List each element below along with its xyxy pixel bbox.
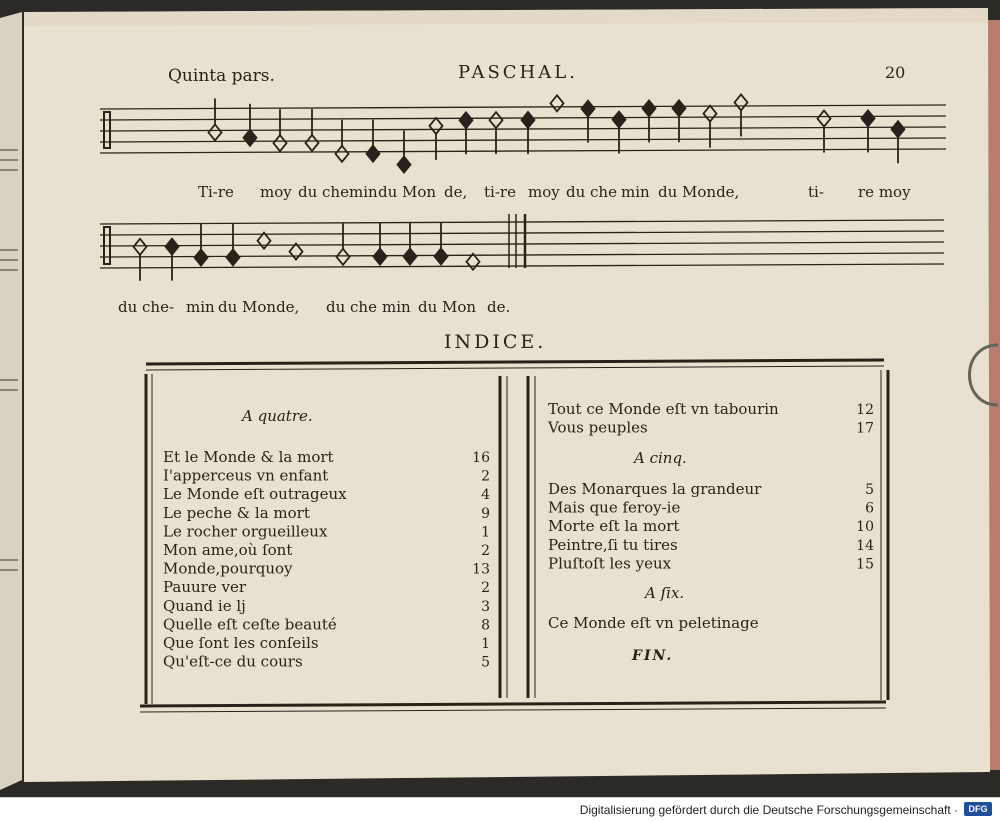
a-quatre-entry-page-6: 13	[472, 561, 490, 578]
lyric-9: min	[621, 183, 650, 201]
lyric-14: min	[186, 298, 215, 316]
lyric-2: moy	[260, 183, 292, 201]
lyric-13: du che-	[118, 298, 175, 316]
lyric-18: du Mon	[418, 298, 477, 316]
a-quatre-entry-title-1: I'apperceus vn enfant	[163, 466, 329, 485]
a-quatre-entry-title-7: Pauure ver	[163, 578, 247, 597]
col2-top-entry-title-0: Tout ce Monde eſt vn tabourin	[548, 400, 779, 418]
col2-top-entry-title-1: Vous peuples	[548, 418, 648, 437]
a-quatre-entry-page-7: 2	[481, 580, 490, 597]
a-cinq-entry-title-0: Des Monarques la grandeur	[548, 480, 762, 498]
col2-top-entry-page-1: 17	[856, 420, 874, 437]
lyric-16: du che	[326, 298, 377, 316]
a-cinq-entry-title-3: Peintre,ſi tu tires	[548, 535, 678, 554]
lyric-6: ti-re	[484, 183, 516, 201]
lyric-4: du Mon	[378, 183, 437, 201]
a-quatre-entry-page-1: 2	[481, 468, 490, 485]
a-quatre-entry-page-11: 5	[481, 654, 490, 671]
fin-label: FIN.	[632, 648, 674, 664]
left-page-edge	[0, 12, 22, 790]
a-cinq-entry-title-2: Morte eſt la mort	[548, 517, 680, 536]
composer-heading: PASCHAL.	[458, 62, 578, 83]
lyric-11: ti-	[808, 183, 824, 201]
a-quatre-entry-page-8: 3	[481, 598, 490, 615]
a-quatre-entry-title-11: Qu'eſt-ce du cours	[163, 652, 303, 671]
lyric-19: de.	[487, 298, 511, 316]
a-quatre-entry-page-3: 9	[481, 505, 490, 522]
a-cinq-entry-page-3: 14	[856, 537, 874, 554]
a-quatre-entry-page-0: 16	[472, 450, 490, 466]
lyric-7: moy	[528, 183, 560, 201]
a-quatre-entry-title-6: Monde,pourquoy	[163, 559, 293, 578]
credit-bar	[0, 797, 1000, 821]
lyric-12: re moy	[858, 183, 911, 201]
lyric-3: du chemin	[298, 183, 378, 201]
voice-label: Quinta pars.	[168, 66, 275, 86]
a-six-heading: A ſix.	[645, 584, 685, 602]
index-title: INDICE.	[444, 331, 547, 353]
a-quatre-entry-title-0: Et le Monde & la mort	[163, 448, 334, 466]
a-quatre-entry-title-2: Le Monde eſt outrageux	[163, 485, 347, 504]
a-quatre-entry-title-9: Quelle eſt ceſte beauté	[163, 615, 337, 634]
a-quatre-entry-title-10: Que ſont les conſeils	[163, 634, 319, 652]
a-quatre-entry-title-4: Le rocher orgueilleux	[163, 522, 328, 541]
a-cinq-entry-page-4: 15	[856, 556, 874, 573]
page-number: 20	[885, 63, 906, 82]
a-quatre-heading: A quatre.	[242, 407, 313, 425]
lyric-17: min	[382, 298, 411, 316]
a-quatre-entry-page-2: 4	[481, 487, 490, 504]
a-six-list	[548, 614, 759, 632]
a-quatre-entry-page-9: 8	[481, 617, 490, 634]
a-quatre-entry-page-10: 1	[481, 636, 490, 652]
a-cinq-entry-title-1: Mais que feroy-ie	[548, 498, 681, 517]
lyric-1: Ti-re	[198, 183, 234, 201]
dfg-logo: DFG	[964, 802, 992, 816]
a-cinq-entry-page-1: 6	[865, 500, 874, 517]
a-six-entry-title-0: Ce Monde eſt vn peletinage	[548, 614, 759, 632]
col2-top-entry-page-0: 12	[856, 402, 874, 418]
lyric-5: de,	[444, 183, 468, 201]
lyric-10: du Monde,	[658, 183, 740, 201]
credit-text: Digitalisierung gefördert durch die Deutsche Forschungsgemeinschaft ·	[579, 803, 958, 817]
lyric-8: du che	[566, 183, 617, 201]
a-quatre-entry-page-5: 2	[481, 543, 490, 559]
a-quatre-entry-title-5: Mon ame,où ſont	[163, 541, 293, 559]
lyric-15: du Monde,	[218, 298, 300, 316]
a-cinq-entry-page-0: 5	[865, 482, 874, 498]
a-cinq-entry-page-2: 10	[856, 519, 874, 536]
a-quatre-entry-page-4: 1	[481, 524, 490, 541]
a-quatre-entry-title-8: Quand ie lj	[163, 596, 246, 615]
a-quatre-entry-title-3: Le peche & la mort	[163, 503, 310, 522]
a-cinq-entry-title-4: Pluſtoſt les yeux	[548, 554, 672, 573]
a-cinq-heading: A cinq.	[634, 449, 687, 467]
